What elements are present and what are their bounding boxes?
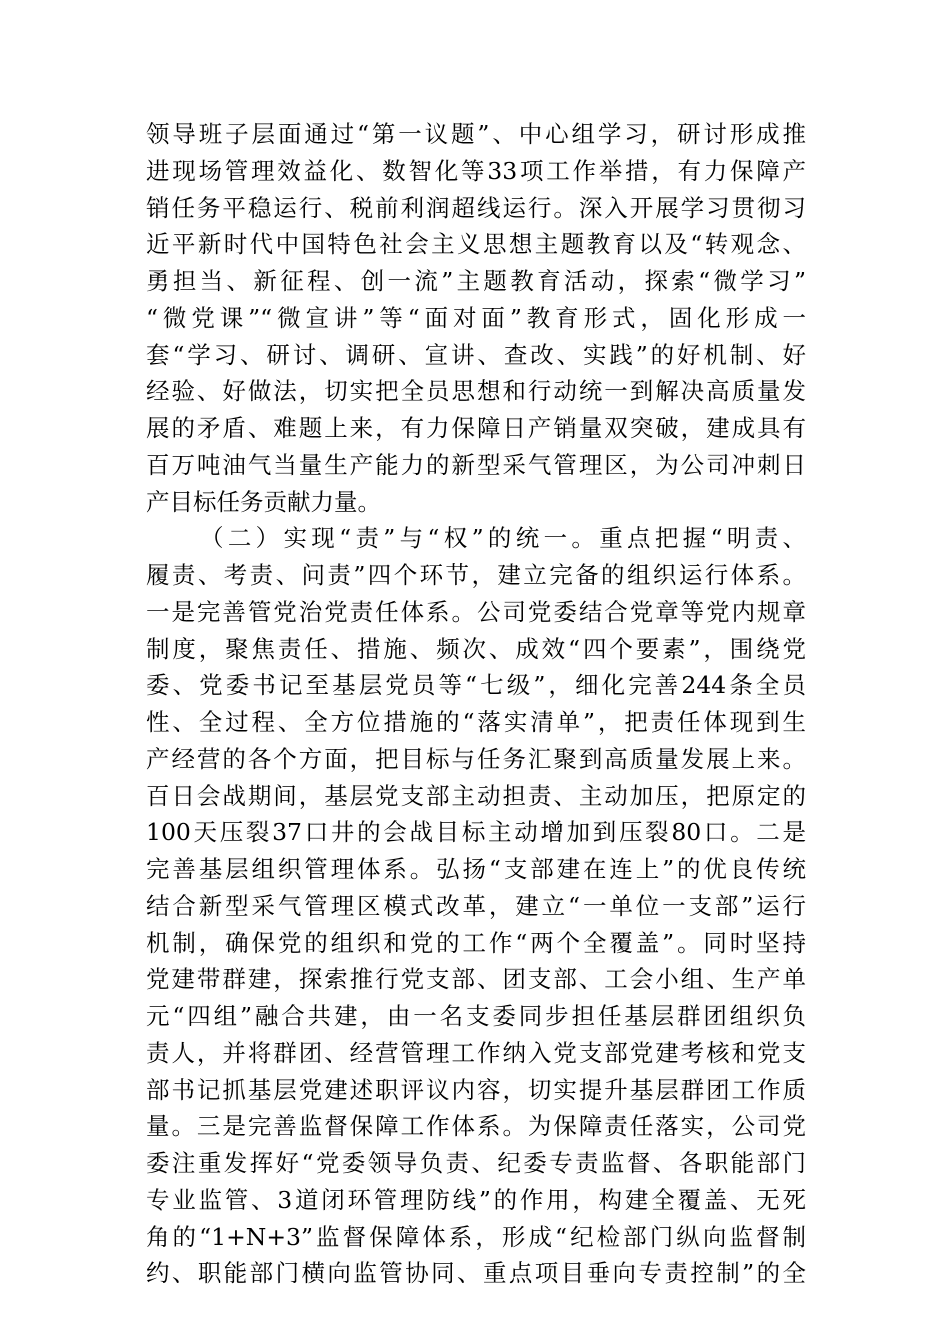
text-line: 责人，并将群团、经营管理工作纳入党支部党建考核和党支 [146,1038,806,1067]
body-text [146,116,806,1292]
text-line: 100天压裂37口井的会战目标主动增加到压裂80口。二是 [146,818,806,847]
text-line: 产目标任务贡献力量。 [146,487,381,516]
text-line: 近平新时代中国特色社会主义思想主题教育以及“转观念、 [146,230,806,259]
text-line: 机制，确保党的组织和党的工作“两个全覆盖”。同时坚持 [146,928,806,957]
text-line: 产经营的各个方面，把目标与任务汇聚到高质量发展上来。 [146,744,806,773]
text-line: 结合新型采气管理区模式改革，建立“一单位一支部”运行 [146,891,806,920]
text-line: 专业监管、3道闭环管理防线”的作用，构建全覆盖、无死 [146,1185,806,1214]
text-line: 党建带群建，探索推行党支部、团支部、工会小组、生产单 [146,965,806,994]
text-line: 部书记抓基层党建述职评议内容，切实提升基层群团工作质 [146,1075,806,1104]
text-line: 百日会战期间，基层党支部主动担责、主动加压，把原定的 [146,781,806,810]
text-line: 性、全过程、全方位措施的“落实清单”，把责任体现到生 [146,708,806,736]
text-line: 经验、好做法，切实把全员思想和行动统一到解决高质量发 [146,377,806,406]
text-line: 委、党委书记至基层党员等“七级”，细化完善244条全员 [146,671,806,700]
text-line: 进现场管理效益化、数智化等33项工作举措，有力保障产 [146,156,806,185]
text-line: 销任务平稳运行、税前利润超线运行。深入开展学习贯彻习 [146,193,806,222]
text-line: 展的矛盾、难题上来，有力保障日产销量双突破，建成具有 [146,414,806,442]
text-line: 履责、考责、问责”四个环节，建立完备的组织运行体系。 [146,561,806,589]
text-line: 一是完善管党治党责任体系。公司党委结合党章等党内规章 [146,597,806,626]
text-line: 元“四组”融合共建，由一名支委同步担任基层群团组织负 [146,1002,806,1030]
text-line: 领导班子层面通过“第一议题”、中心组学习，研讨形成推 [146,120,806,148]
text-line: 套“学习、研讨、调研、宣讲、查改、实践”的好机制、好 [146,340,806,369]
text-line: 角的“1+N+3”监督保障体系，形成“纪检部门纵向监督制 [146,1222,806,1251]
text-line: 约、职能部门横向监管协同、重点项目垂向专责控制”的全 [146,1259,806,1288]
section-heading-line: （二）实现“责”与“权”的统一。重点把握“明责、 [200,524,806,553]
text-line: 委注重发挥好“党委领导负责、纪委专责监督、各职能部门 [146,1149,806,1177]
text-line: 量。三是完善监督保障工作体系。为保障责任落实，公司党 [146,1112,806,1141]
text-line: 制度，聚焦责任、措施、频次、成效“四个要素”，围绕党 [146,634,806,663]
text-line: 完善基层组织管理体系。弘扬“支部建在连上”的优良传统 [146,855,806,883]
text-line: 百万吨油气当量生产能力的新型采气管理区，为公司冲刺日 [146,450,806,479]
text-line: “微党课”“微宣讲”等“面对面”教育形式，固化形成一 [146,303,806,332]
text-line: 勇担当、新征程、创一流”主题教育活动，探索“微学习” [146,267,806,295]
